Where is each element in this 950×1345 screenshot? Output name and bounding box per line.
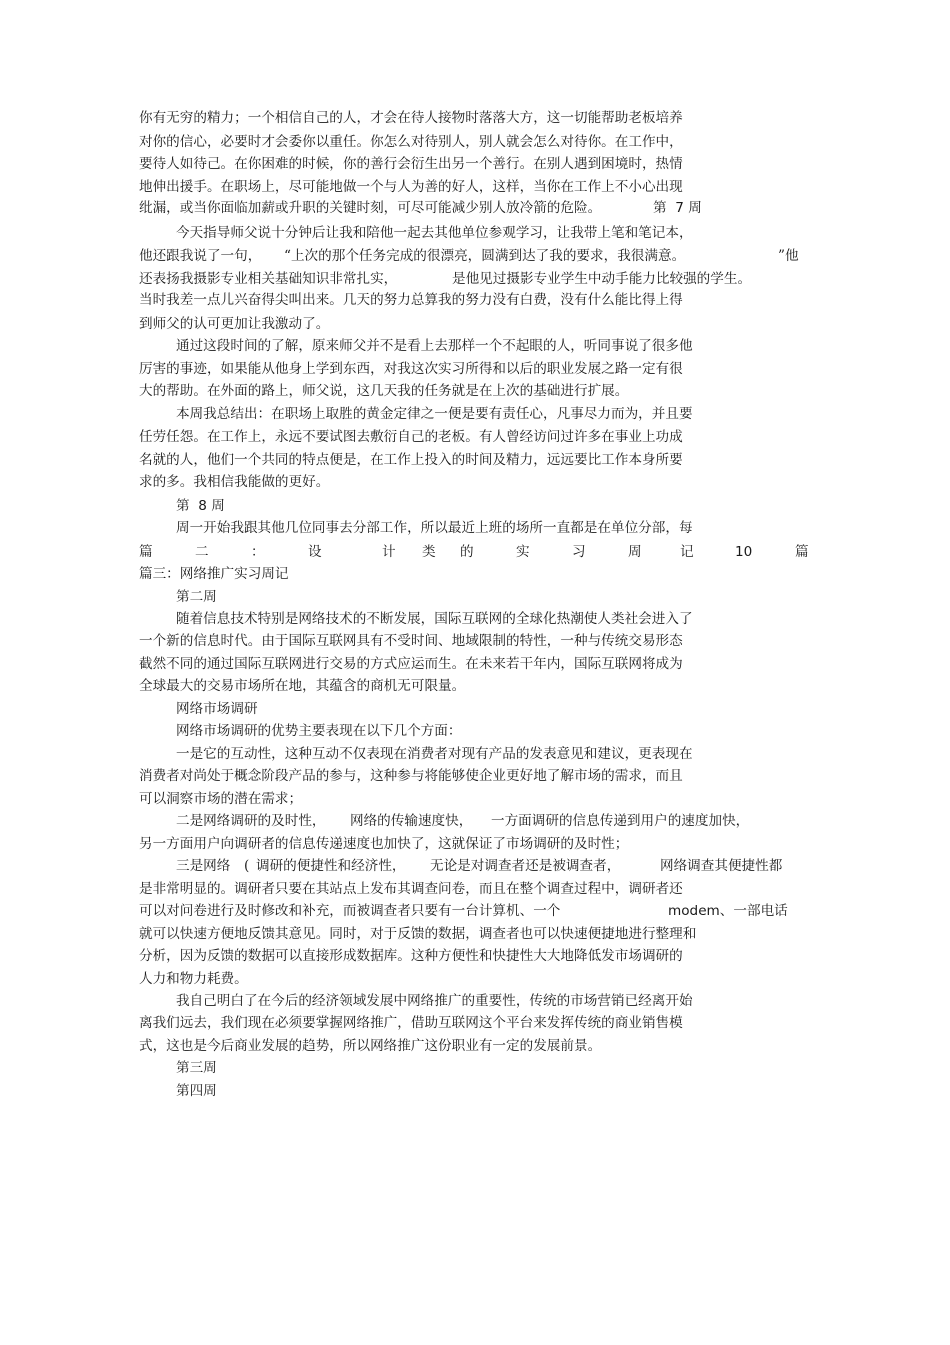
- text-line: 网络调查其便捷性都: [660, 858, 783, 874]
- spread-char: 习: [572, 544, 586, 560]
- text-line: 还表扬我摄影专业相关基础知识非常扎实，: [139, 271, 398, 287]
- text-line: 第 8 周: [176, 498, 225, 514]
- text-line: 要待人如待己。在你困难的时候，你的善行会衍生出另一个善行。在别人遇到困境时，热情: [139, 156, 683, 172]
- text-line: 网络市场调研: [176, 701, 258, 717]
- text-line: 大的帮助。在外面的路上，师父说，这几天我的任务就是在上次的基础进行扩展。: [139, 383, 629, 399]
- spread-char: ：: [251, 544, 265, 560]
- text-line: 是非常明显的。调研者只要在其站点上发布其调查问卷，而且在整个调查过程中，调研者还: [139, 881, 683, 897]
- text-line: 三是网络: [176, 858, 231, 874]
- text-line: 当时我差一点儿兴奋得尖叫出来。几天的努力总算我的努力没有白费，没有什么能比得上得: [139, 292, 683, 308]
- text-line: 人力和物力耗费。: [139, 971, 248, 987]
- spread-char: 10: [735, 544, 753, 560]
- text-line: 就可以快速方便地反馈其意见。同时，对于反馈的数据，调查者也可以快速便捷地进行整理和: [139, 926, 697, 942]
- spread-char: 篇: [795, 544, 809, 560]
- text-line: 厉害的事迹，如果能从他身上学到东西，对我这次实习所得和以后的职业发展之路一定有很: [139, 361, 683, 377]
- text-line: 求的多。我相信我能做的更好。: [139, 474, 330, 490]
- text-line: 第 7 周: [653, 200, 702, 216]
- spread-char: 设: [308, 544, 322, 560]
- text-line: 任劳任怨。在工作上，永远不要试图去敷衍自己的老板。有人曾经访问过许多在事业上功成: [139, 429, 683, 445]
- spread-char: 记: [680, 544, 694, 560]
- text-line: 周一开始我跟其他几位同事去分部工作，所以最近上班的场所一直都是在单位分部，每: [176, 520, 693, 536]
- text-line: 纰漏，或当你面临加薪或升职的关键时刻，可尽可能减少别人放冷箭的危险。: [139, 200, 602, 216]
- text-line: 地伸出援手。在职场上，尽可能地做一个与人为善的好人，这样，当你在工作上不小心出现: [139, 179, 683, 195]
- text-line: 通过这段时间的了解，原来师父并不是看上去那样一个不起眼的人，听同事说了很多他: [176, 338, 693, 354]
- text-line: 他还跟我说了一句，: [139, 248, 262, 264]
- text-line: 可以洞察市场的潜在需求；: [139, 791, 303, 807]
- text-line: 网络的传输速度快，: [350, 813, 473, 829]
- text-line: 离我们远去，我们现在必须要掌握网络推广，借助互联网这个平台来发挥传统的商业销售模: [139, 1015, 683, 1031]
- text-line: 名就的人，他们一个共同的特点便是，在工作上投入的时间及精力，远远要比工作本身所要: [139, 452, 683, 468]
- text-line: 式，这也是今后商业发展的趋势，所以网络推广这份职业有一定的发展前景。: [139, 1038, 602, 1054]
- spread-char: 篇: [139, 544, 153, 560]
- text-line: 篇三：网络推广实习周记: [139, 566, 289, 582]
- spread-char: 类: [422, 544, 436, 560]
- text-line: 第四周: [176, 1083, 217, 1099]
- text-line: 你有无穷的精力；一个相信自己的人，才会在待人接物时落落大方，这一切能帮助老板培养: [139, 110, 683, 126]
- spread-char: 二: [195, 544, 209, 560]
- spread-char: 的: [460, 544, 474, 560]
- text-line: 到师父的认可更加让我激动了。: [139, 316, 330, 332]
- text-line: 网络市场调研的优势主要表现在以下几个方面：: [176, 723, 462, 739]
- text-line: 分析，因为反馈的数据可以直接形成数据库。这种方便性和快捷性大大地降低发市场调研的: [139, 948, 683, 964]
- text-line: 另一方面用户向调研者的信息传递速度也加快了，这就保证了市场调研的及时性；: [139, 836, 629, 852]
- text-line: 二是网络调研的及时性，: [176, 813, 326, 829]
- text-line: 我自己明白了在今后的经济领域发展中网络推广的重要性，传统的市场营销已经离开始: [176, 993, 693, 1009]
- text-line: 本周我总结出：在职场上取胜的黄金定律之一便是要有责任心，凡事尽力而为，并且要: [176, 406, 693, 422]
- text-line: 一个新的信息时代。由于国际互联网具有不受时间、地域限制的特性，一种与传统交易形态: [139, 633, 683, 649]
- text-line: 今天指导师父说十分钟后让我和陪他一起去其他单位参观学习，让我带上笔和笔记本，: [176, 225, 693, 241]
- text-line: modem、一部电话: [668, 903, 788, 919]
- text-line: ”他: [778, 248, 799, 264]
- text-line: 调研的便捷性和经济性，: [256, 858, 406, 874]
- text-line: 第三周: [176, 1060, 217, 1076]
- text-line: 无论是对调查者还是被调查者，: [430, 858, 621, 874]
- text-line: “上次的那个任务完成的很漂亮，圆满到达了我的要求，我很满意。: [284, 248, 686, 264]
- text-line: 可以对问卷进行及时修改和补充，而被调查者只要有一台计算机、一个: [139, 903, 561, 919]
- text-line: 一方面调研的信息传递到用户的速度加快，: [491, 813, 750, 829]
- text-line: 随着信息技术特别是网络技术的不断发展，国际互联网的全球化热潮使人类社会进入了: [176, 611, 693, 627]
- text-line: 一是它的互动性，这种互动不仅表现在消费者对现有产品的发表意见和建议，更表现在: [176, 746, 693, 762]
- text-line: 消费者对尚处于概念阶段产品的参与，这种参与将能够使企业更好地了解市场的需求，而且: [139, 768, 683, 784]
- text-line: 截然不同的通过国际互联网进行交易的方式应运而生。在未来若干年内，国际互联网将成为: [139, 656, 683, 672]
- text-line: 是他见过摄影专业学生中动手能力比较强的学生。: [452, 271, 752, 287]
- text-line: 对你的信心，必要时才会委你以重任。你怎么对待别人，别人就会怎么对待你。在工作中，: [139, 134, 683, 150]
- text-line: 第二周: [176, 589, 217, 605]
- spread-char: 实: [516, 544, 530, 560]
- spread-char: 计: [382, 544, 396, 560]
- spread-char: 周: [628, 544, 642, 560]
- text-line: (: [244, 858, 250, 874]
- text-line: 全球最大的交易市场所在地，其蕴含的商机无可限量。: [139, 678, 466, 694]
